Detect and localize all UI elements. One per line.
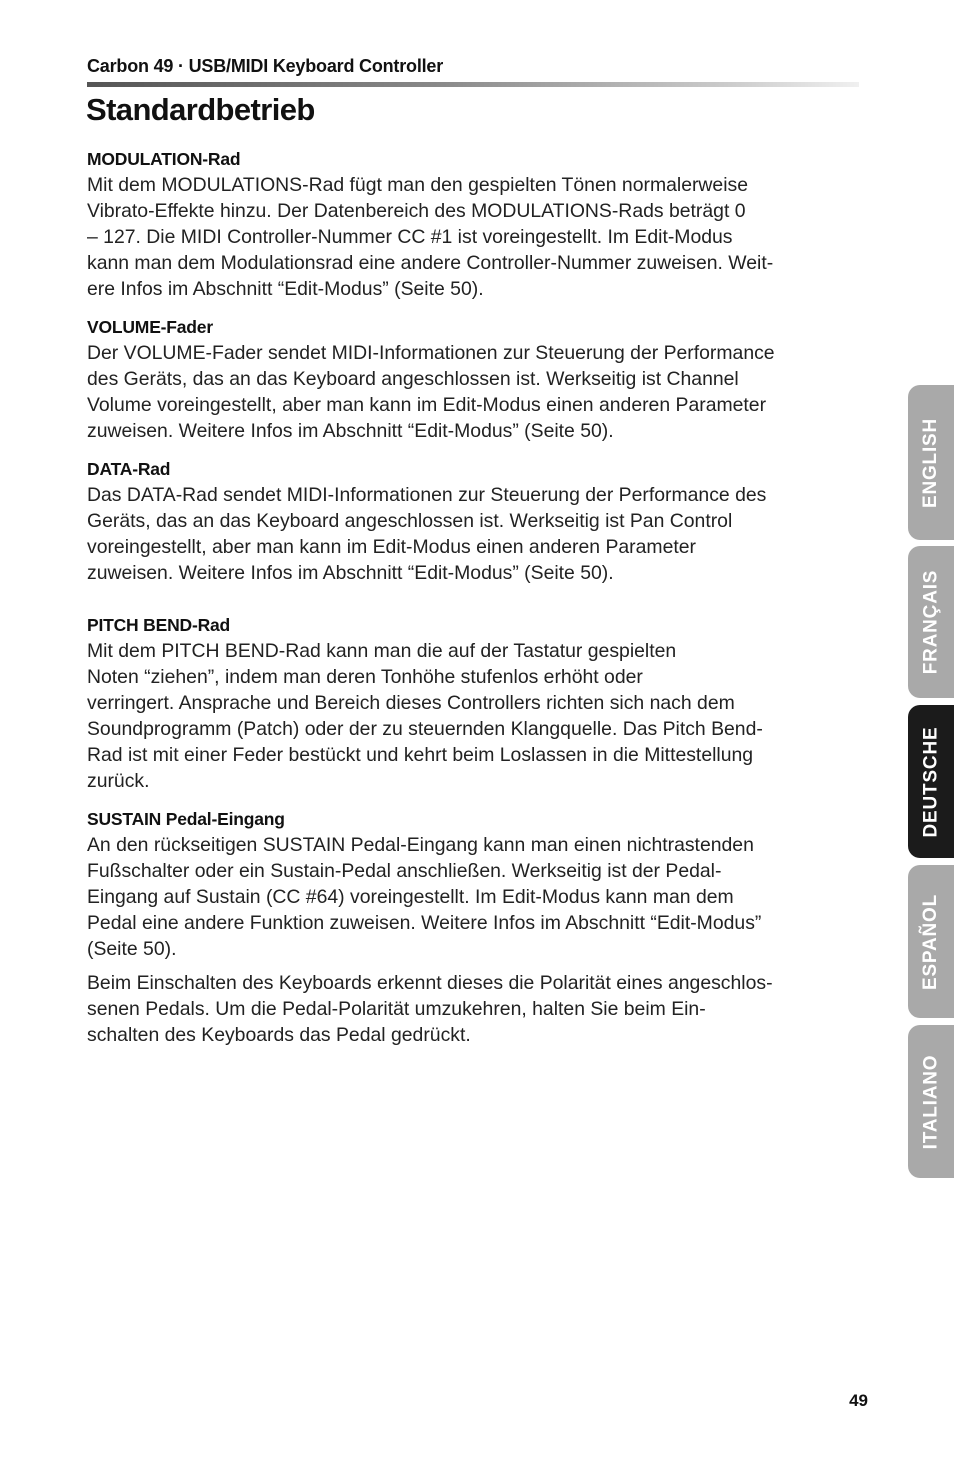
text-line: Pedal eine andere Funktion zuweisen. Weitere Infos im Abschnitt “Edit-Modus”: [87, 912, 762, 934]
page-title: Standardbetrieb: [86, 92, 315, 127]
text-line: Volume voreingestellt, aber man kann im Edit-Modus einen anderen Parameter: [87, 394, 767, 416]
text-line: Beim Einschalten des Keyboards erkennt dieses die Polarität eines angeschlos-: [87, 972, 773, 994]
tab-francais[interactable]: [908, 546, 954, 698]
section-sustain: [87, 806, 847, 1048]
tab-label: FRANÇAIS: [920, 569, 942, 675]
tab-label: ENGLISH: [920, 417, 941, 508]
section-heading: SUSTAIN Pedal-Eingang: [87, 809, 285, 829]
section-body: [87, 340, 847, 444]
section-body: [87, 638, 847, 794]
text-line: Soundprogramm (Patch) oder der zu steuernden Klangquelle. Das Pitch Bend-: [87, 718, 763, 740]
main-content: [87, 146, 847, 1048]
section-heading: DATA-Rad: [87, 459, 171, 479]
section-pitch-bend: [87, 612, 847, 794]
text-line: senen Pedals. Um die Pedal-Polarität umzukehren, halten Sie beim Ein-: [87, 998, 706, 1020]
tab-deutsche[interactable]: [908, 705, 954, 858]
text-line: – 127. Die MIDI Controller-Nummer CC #1 ist voreingestellt. Im Edit-Modus: [87, 226, 733, 248]
section-body: [87, 482, 847, 586]
section-body: [87, 172, 847, 302]
text-line: zuweisen. Weitere Infos im Abschnitt “Edit-Modus” (Seite 50).: [87, 420, 614, 442]
tab-english[interactable]: [908, 385, 954, 540]
tab-label: ITALIANO: [920, 1054, 942, 1149]
text-line: Mit dem PITCH BEND-Rad kann man die auf der Tastatur gespielten: [87, 640, 677, 662]
header-rule: [87, 82, 859, 87]
tab-label: DEUTSCHE: [920, 726, 942, 837]
section-heading: MODULATION-Rad: [87, 149, 241, 169]
running-header-title: Carbon 49 · USB/MIDI Keyboard Controller: [87, 56, 444, 76]
tab-italiano[interactable]: [908, 1025, 954, 1178]
text-line: An den rückseitigen SUSTAIN Pedal-Eingang kann man einen nichtrastenden: [87, 834, 754, 856]
text-line: Das DATA-Rad sendet MIDI-Informationen zur Steuerung der Performance des: [87, 484, 767, 506]
page-number: 49: [849, 1391, 868, 1410]
section-data: [87, 456, 847, 586]
tab-espanol[interactable]: [908, 865, 954, 1018]
text-line: Geräts, das an das Keyboard angeschlossen ist. Werkseitig ist Pan Control: [87, 510, 733, 532]
text-line: Der VOLUME-Fader sendet MIDI-Informationen zur Steuerung der Performance: [87, 342, 775, 364]
text-line: Vibrato-Effekte hinzu. Der Datenbereich des MODULATIONS-Rads beträgt 0: [87, 200, 746, 222]
section-heading: VOLUME-Fader: [87, 317, 213, 337]
section-volume: [87, 314, 847, 444]
text-line: schalten des Keyboards das Pedal gedrückt.: [87, 1024, 471, 1046]
text-line: verringert. Ansprache und Bereich dieses Controllers richten sich nach dem: [87, 692, 735, 714]
text-line: Rad ist mit einer Feder bestückt und kehrt beim Loslassen in die Mittestellung: [87, 744, 754, 766]
text-line: Fußschalter oder ein Sustain-Pedal anschließen. Werkseitig ist der Pedal-: [87, 860, 722, 882]
text-line: voreingestellt, aber man kann im Edit-Modus einen anderen Parameter: [87, 536, 696, 558]
text-line: Eingang auf Sustain (CC #64) voreingestellt. Im Edit-Modus kann man dem: [87, 886, 734, 908]
text-line: (Seite 50).: [87, 938, 177, 960]
section-modulation: [87, 146, 847, 302]
tab-label: ESPAÑOL: [920, 893, 942, 990]
section-body: [87, 832, 847, 962]
text-line: kann man dem Modulationsrad eine andere Controller-Nummer zuweisen. Weit-: [87, 252, 774, 274]
text-line: des Geräts, das an das Keyboard angeschlossen ist. Werkseitig ist Channel: [87, 368, 739, 390]
text-line: ere Infos im Abschnitt “Edit-Modus” (Seite 50).: [87, 278, 484, 300]
section-heading: PITCH BEND-Rad: [87, 615, 231, 635]
text-line: zuweisen. Weitere Infos im Abschnitt “Edit-Modus” (Seite 50).: [87, 562, 614, 584]
text-line: Noten “ziehen”, indem man deren Tonhöhe stufenlos erhöht oder: [87, 666, 643, 688]
text-line: zurück.: [87, 770, 150, 792]
section-body: [87, 970, 847, 1048]
text-line: Mit dem MODULATIONS-Rad fügt man den gespielten Tönen normalerweise: [87, 174, 749, 196]
